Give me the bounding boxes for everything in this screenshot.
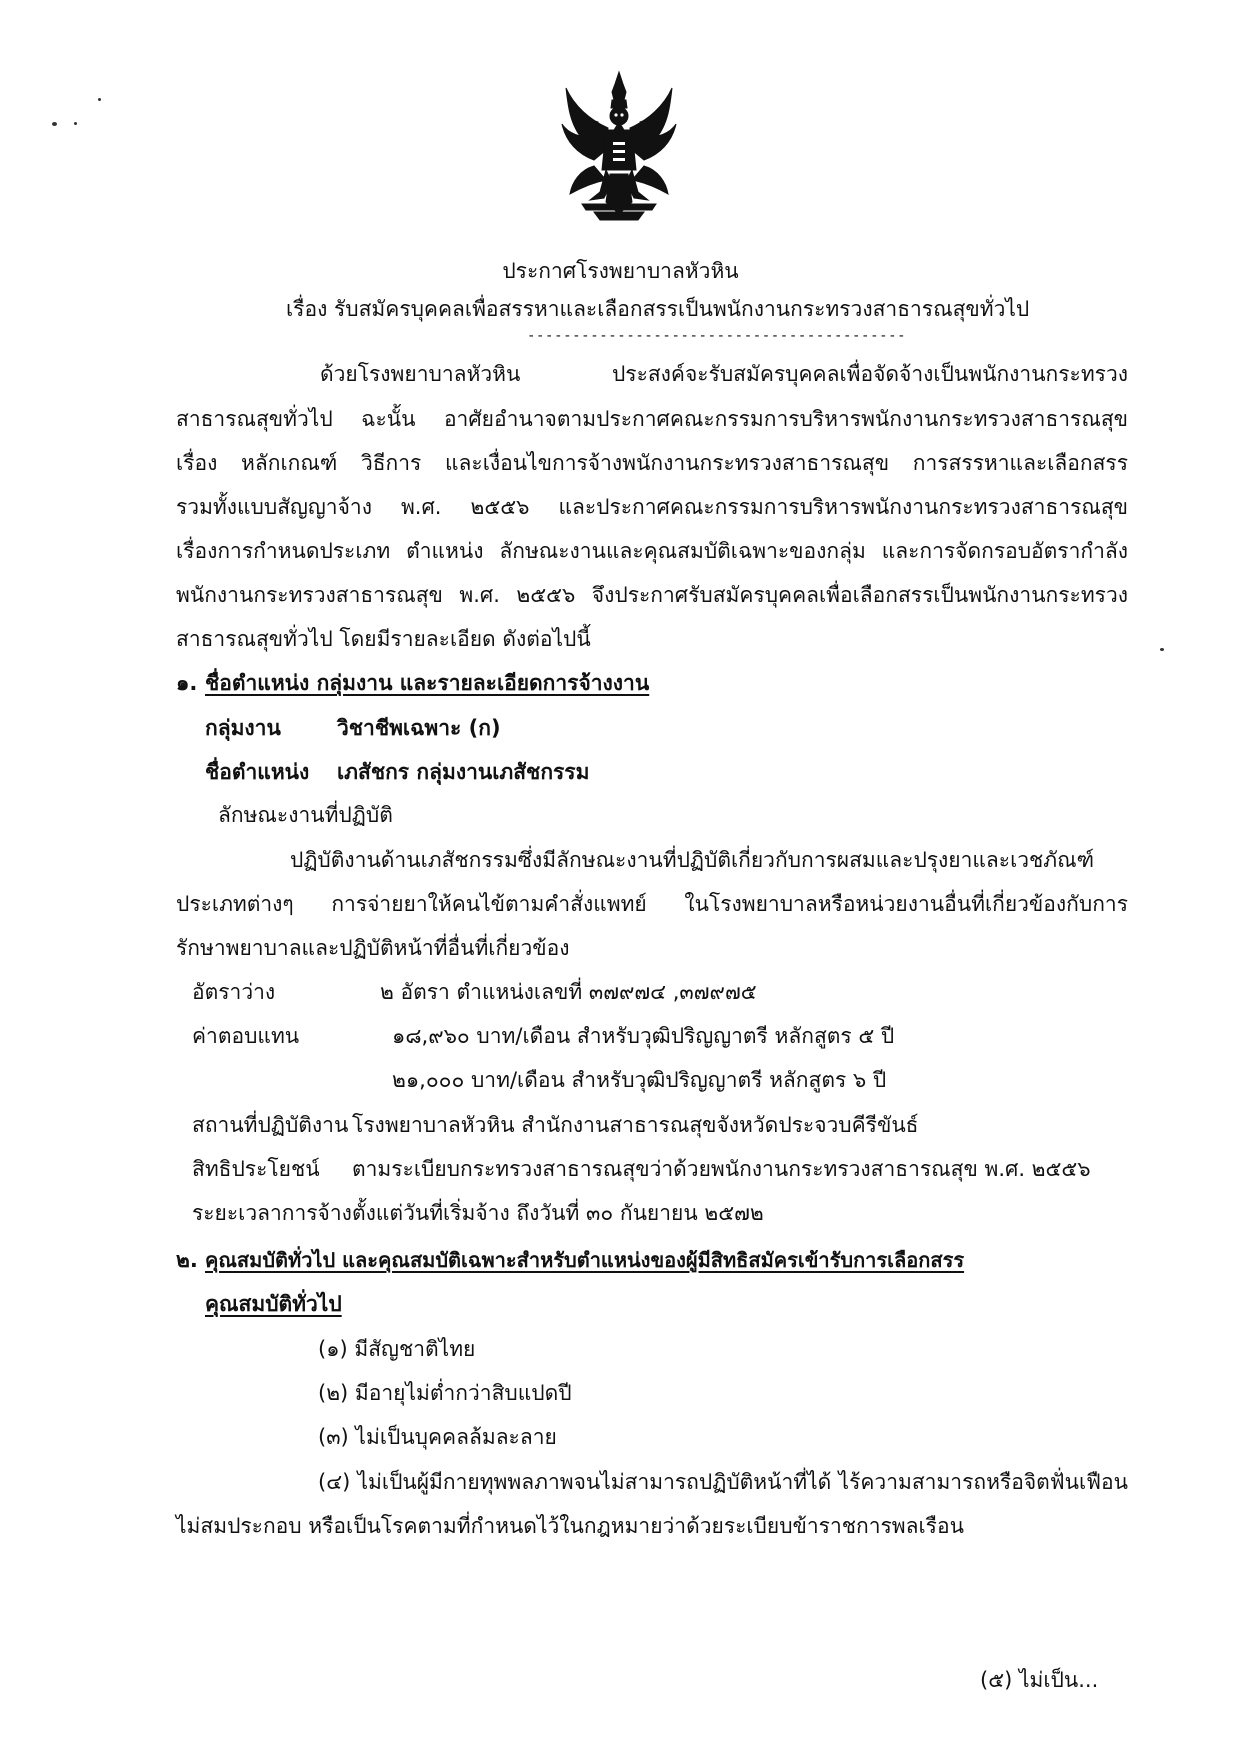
qualification-item-3: (๓) ไม่เป็นบุคคลล้มละลาย — [318, 1425, 557, 1449]
section1-number: ๑. — [176, 671, 198, 695]
section2-number: ๒. — [176, 1248, 198, 1272]
position-label: ชื่อตำแหน่ง — [205, 760, 310, 784]
intro-line: ด้วยโรงพยาบาลหัวหิน ประสงค์จะรับสมัครบุคคลเพื่อจัดจ้างเป็นพนักงานกระทรวง — [320, 362, 1128, 386]
vacancy-value: ๒ อัตรา ตำแหน่งเลขที่ ๓๗๙๗๔ ,๓๗๙๗๕ — [380, 980, 757, 1004]
section1-heading: ชื่อตำแหน่ง กลุ่มงาน และรายละเอียดการจ้างงาน — [205, 671, 650, 695]
nature-label: ลักษณะงานที่ปฏิบัติ — [218, 803, 393, 827]
section2-heading: คุณสมบัติทั่วไป และคุณสมบัติเฉพาะสำหรับตำแหน่งของผู้มีสิทธิสมัครเข้ารับการเลือกสรร — [205, 1248, 965, 1272]
intro-line: เรื่องการกำหนดประเภท ตำแหน่ง ลักษณะงานและคุณสมบัติเฉพาะของกลุ่ม และการจัดกรอบอัตรากำลัง — [176, 539, 1128, 563]
period-value: ตั้งแต่วันที่เริ่มจ้าง ถึงวันที่ ๓๐ กันยายน ๒๕๗๒ — [352, 1201, 764, 1225]
pay-value-1: ๑๘,๙๖๐ บาท/เดือน สำหรับวุฒิปริญญาตรี หลักสูตร ๕ ปี — [392, 1024, 895, 1048]
group-value: วิชาชีพเฉพาะ (ก) — [337, 716, 501, 740]
intro-line: รวมทั้งแบบสัญญาจ้าง พ.ศ. ๒๕๕๖ และประกาศคณะกรรมการบริหารพนักงานกระทรวงสาธารณสุข — [176, 495, 1128, 519]
scan-speck — [98, 98, 101, 101]
nature-line: ประเภทต่างๆ การจ่ายยาให้คนไข้ตามคำสั่งแพทย์ ในโรงพยาบาลหรือหน่วยงานอื่นที่เกี่ยวข้องกับการ — [176, 892, 1128, 916]
page-continuation: (๕) ไม่เป็น... — [980, 1668, 1099, 1692]
announcement-title: ประกาศโรงพยาบาลหัวหิน — [502, 259, 739, 283]
period-label: ระยะเวลาการจ้าง — [192, 1201, 352, 1225]
nature-last-line: รักษาพยาบาลและปฏิบัติหน้าที่อื่นที่เกี่ยวข้อง — [176, 936, 570, 960]
qualification-item-2: (๒) มีอายุไม่ต่ำกว่าสิบแปดปี — [318, 1381, 572, 1405]
scan-speck — [74, 122, 77, 125]
scan-speck — [52, 122, 57, 126]
intro-line: สาธารณสุขทั่วไป ฉะนั้น อาศัยอำนาจตามประกาศคณะกรรมการบริหารพนักงานกระทรวงสาธารณสุข — [176, 407, 1128, 431]
benefit-label: สิทธิประโยชน์ — [192, 1157, 320, 1181]
workplace-value: โรงพยาบาลหัวหิน สำนักงานสาธารณสุขจังหวัดประจวบคีรีขันธ์ — [352, 1113, 919, 1137]
pay-label: ค่าตอบแทน — [192, 1024, 300, 1048]
intro-last-line: สาธารณสุขทั่วไป โดยมีรายละเอียด ดังต่อไปนี้ — [176, 627, 591, 651]
vacancy-label: อัตราว่าง — [192, 980, 276, 1004]
scan-speck — [1160, 648, 1164, 651]
header-divider: ------------------------------------------ — [527, 328, 907, 344]
qualification-item-4-cont: ไม่สมประกอบ หรือเป็นโรคตามที่กำหนดไว้ในกฎหมายว่าด้วยระเบียบข้าราชการพลเรือน — [176, 1514, 964, 1538]
workplace-label: สถานที่ปฏิบัติงาน — [192, 1113, 349, 1137]
intro-line: เรื่อง หลักเกณฑ์ วิธีการ และเงื่อนไขการจ้างพนักงานกระทรวงสาธารณสุข การสรรหาและเลือกสรร — [176, 451, 1128, 475]
group-label: กลุ่มงาน — [205, 716, 281, 740]
nature-line: ปฏิบัติงานด้านเภสัชกรรมซึ่งมีลักษณะงานที่ปฏิบัติเกี่ยวกับการผสมและปรุงยาและเวชภัณฑ์ — [290, 848, 1095, 872]
qualification-item-1: (๑) มีสัญชาติไทย — [318, 1337, 476, 1361]
position-value: เภสัชกร กลุ่มงานเภสัชกรรม — [337, 760, 590, 784]
section2-subheading: คุณสมบัติทั่วไป — [205, 1292, 342, 1316]
announcement-subject: เรื่อง รับสมัครบุคคลเพื่อสรรหาและเลือกสรรเป็นพนักงานกระทรวงสาธารณสุขทั่วไป — [286, 297, 1030, 321]
intro-line: พนักงานกระทรวงสาธารณสุข พ.ศ. ๒๕๕๖ จึงประกาศรับสมัครบุคคลเพื่อเลือกสรรเป็นพนักงานกระทรวง — [176, 583, 1128, 607]
garuda-emblem-icon — [560, 70, 678, 224]
qualification-item-4: (๔) ไม่เป็นผู้มีกายทุพพลภาพจนไม่สามารถปฏิบัติหน้าที่ได้ ไร้ความสามารถหรือจิตฟั่นเฟือน — [318, 1470, 1128, 1494]
benefit-value: ตามระเบียบกระทรวงสาธารณสุขว่าด้วยพนักงานกระทรวงสาธารณสุข พ.ศ. ๒๕๕๖ — [352, 1157, 1091, 1181]
pay-value-2: ๒๑,๐๐๐ บาท/เดือน สำหรับวุฒิปริญญาตรี หลักสูตร ๖ ปี — [392, 1068, 887, 1092]
